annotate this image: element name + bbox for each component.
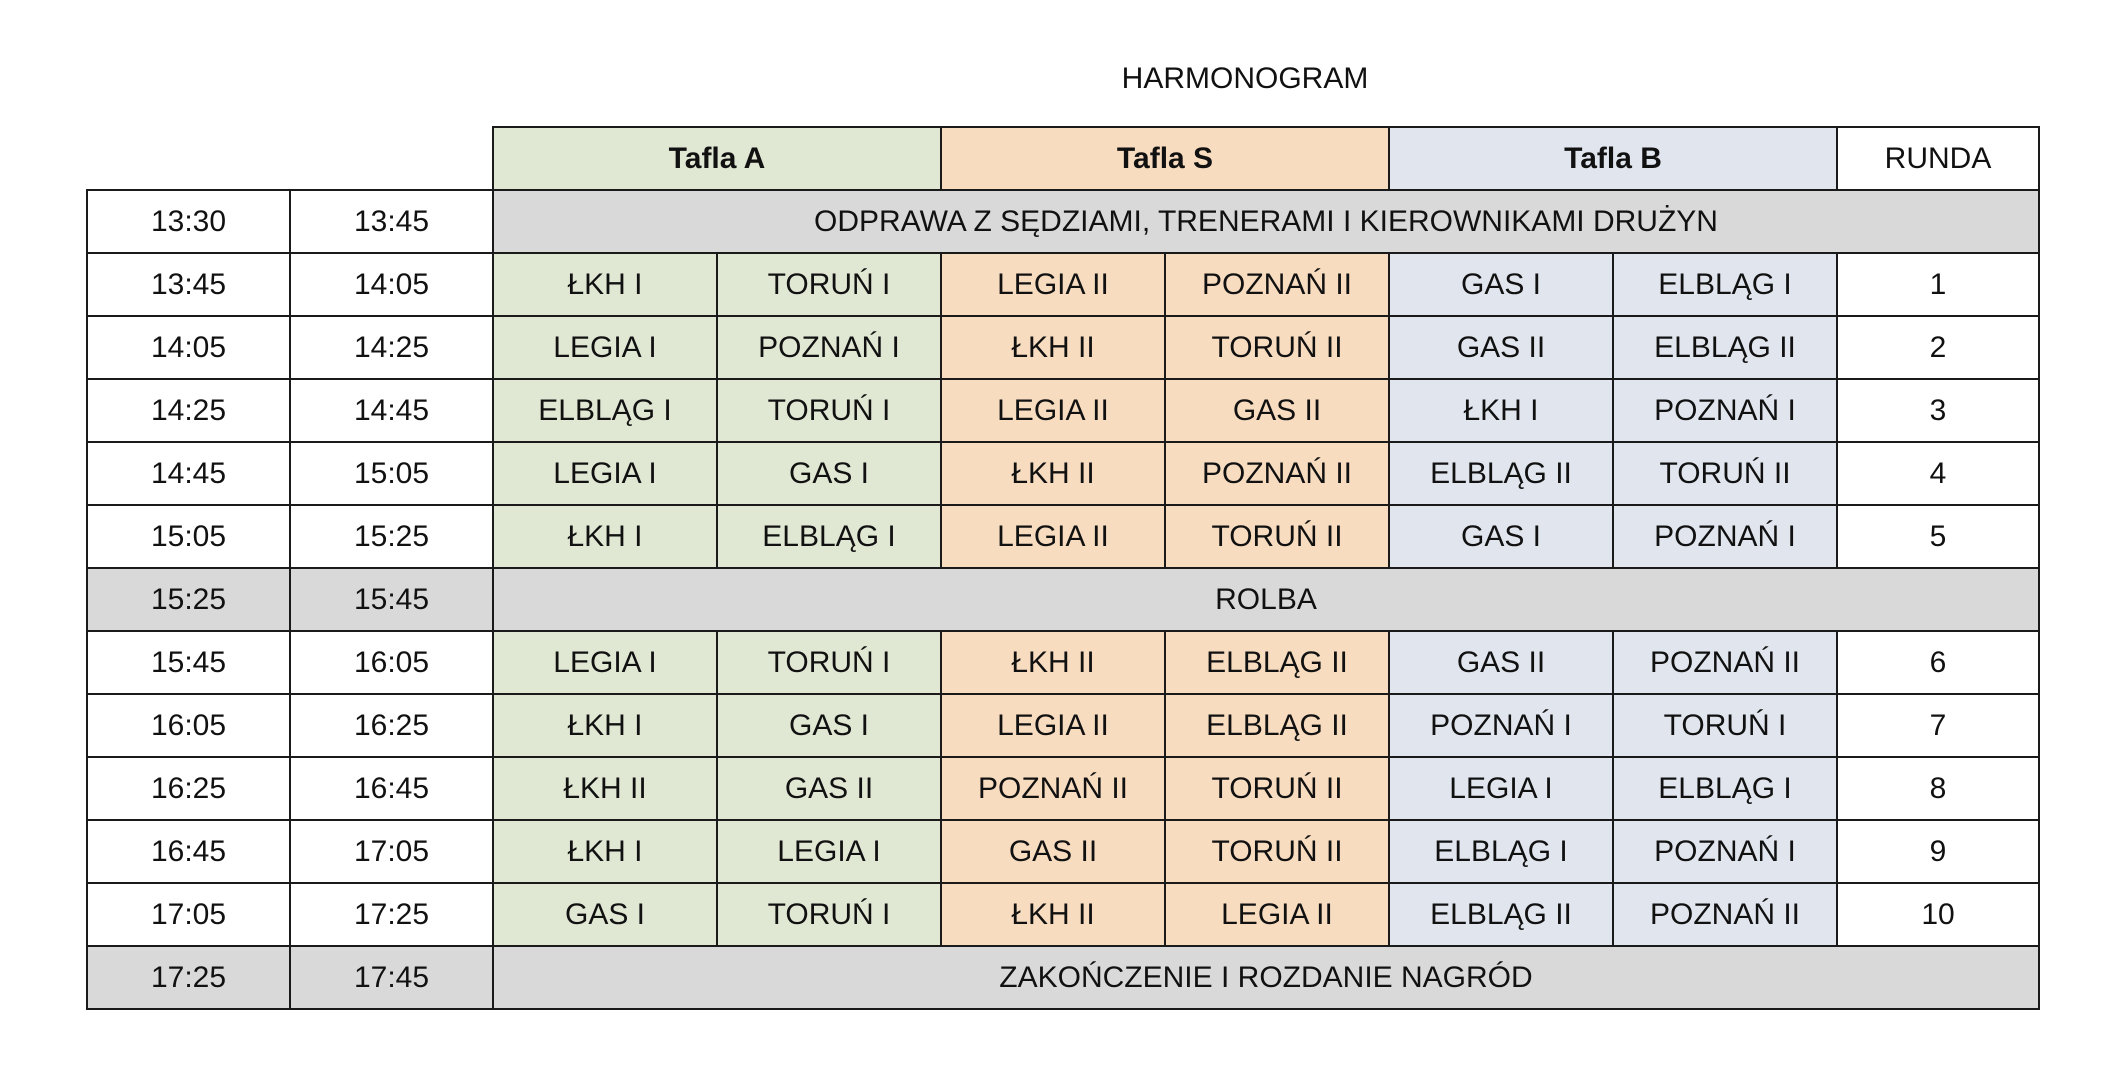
tafla-b-team-2: POZNAŃ I: [1613, 820, 1837, 883]
start-time: 16:25: [87, 757, 290, 820]
tafla-s-team-2: POZNAŃ II: [1165, 253, 1389, 316]
tafla-b-team-1: ELBLĄG II: [1389, 883, 1613, 946]
tafla-b-team-2: TORUŃ II: [1613, 442, 1837, 505]
match-row: [87, 757, 2039, 820]
tafla-s-team-1: LEGIA II: [941, 379, 1165, 442]
tafla-a-team-1: LEGIA I: [493, 316, 717, 379]
tafla-a-team-2: TORUŃ I: [717, 253, 941, 316]
tafla-b-team-1: ŁKH I: [1389, 379, 1613, 442]
end-time: 16:25: [290, 694, 493, 757]
tafla-a-team-1: ŁKH I: [493, 820, 717, 883]
tafla-a-team-2: ELBLĄG I: [717, 505, 941, 568]
tafla-s-team-1: ŁKH II: [941, 631, 1165, 694]
match-row: [87, 379, 2039, 442]
start-time: 13:45: [87, 253, 290, 316]
tafla-a-team-2: GAS I: [717, 442, 941, 505]
tafla-b-team-1: POZNAŃ I: [1389, 694, 1613, 757]
tafla-a-team-1: ŁKH I: [493, 505, 717, 568]
event-row: [87, 946, 2039, 1009]
tafla-b-team-2: POZNAŃ II: [1613, 631, 1837, 694]
round-number: 10: [1837, 883, 2039, 946]
end-time: 17:25: [290, 883, 493, 946]
start-time: 15:45: [87, 631, 290, 694]
match-row: [87, 442, 2039, 505]
end-time: 16:45: [290, 757, 493, 820]
tafla-s-team-2: TORUŃ II: [1165, 757, 1389, 820]
tafla-s-team-1: LEGIA II: [941, 253, 1165, 316]
end-time: 15:25: [290, 505, 493, 568]
tafla-b-team-2: POZNAŃ I: [1613, 379, 1837, 442]
match-row: [87, 631, 2039, 694]
tafla-a-team-2: POZNAŃ I: [717, 316, 941, 379]
tafla-b-team-1: ELBLĄG II: [1389, 442, 1613, 505]
start-time: 15:25: [87, 568, 290, 631]
start-time: 16:05: [87, 694, 290, 757]
round-number: 6: [1837, 631, 2039, 694]
header-runda: RUNDA: [1837, 127, 2039, 190]
tafla-s-team-1: LEGIA II: [941, 694, 1165, 757]
page-title: HARMONOGRAM: [1121, 62, 1369, 95]
tafla-s-team-2: GAS II: [1165, 379, 1389, 442]
tafla-s-team-1: ŁKH II: [941, 316, 1165, 379]
tafla-s-team-1: ŁKH II: [941, 883, 1165, 946]
tafla-a-team-1: ŁKH I: [493, 253, 717, 316]
round-number: 7: [1837, 694, 2039, 757]
end-time: 16:05: [290, 631, 493, 694]
tafla-a-team-2: TORUŃ I: [717, 883, 941, 946]
end-time: 14:25: [290, 316, 493, 379]
start-time: 13:30: [87, 190, 290, 253]
match-row: [87, 883, 2039, 946]
tafla-b-team-2: POZNAŃ II: [1613, 883, 1837, 946]
round-number: 5: [1837, 505, 2039, 568]
match-row: [87, 253, 2039, 316]
tafla-s-team-1: ŁKH II: [941, 442, 1165, 505]
end-time: 14:05: [290, 253, 493, 316]
event-label: ODPRAWA Z SĘDZIAMI, TRENERAMI I KIEROWNIKAMI DRUŻYN: [493, 190, 2039, 253]
match-row: [87, 316, 2039, 379]
round-number: 3: [1837, 379, 2039, 442]
tafla-a-team-2: GAS I: [717, 694, 941, 757]
start-time: 14:25: [87, 379, 290, 442]
round-number: 8: [1837, 757, 2039, 820]
tafla-b-team-1: ELBLĄG I: [1389, 820, 1613, 883]
round-number: 1: [1837, 253, 2039, 316]
match-row: [87, 505, 2039, 568]
tafla-s-team-1: POZNAŃ II: [941, 757, 1165, 820]
tafla-b-team-1: LEGIA I: [1389, 757, 1613, 820]
end-time: 14:45: [290, 379, 493, 442]
match-row: [87, 820, 2039, 883]
end-time: 13:45: [290, 190, 493, 253]
tafla-b-team-2: TORUŃ I: [1613, 694, 1837, 757]
start-time: 15:05: [87, 505, 290, 568]
event-label: ZAKOŃCZENIE I ROZDANIE NAGRÓD: [493, 946, 2039, 1009]
header-row: [87, 127, 2039, 190]
tafla-b-team-2: ELBLĄG I: [1613, 757, 1837, 820]
end-time: 15:45: [290, 568, 493, 631]
tafla-s-team-2: POZNAŃ II: [1165, 442, 1389, 505]
start-time: 14:45: [87, 442, 290, 505]
tafla-s-team-2: TORUŃ II: [1165, 505, 1389, 568]
header-tafla-a: Tafla A: [493, 127, 941, 190]
match-row: [87, 694, 2039, 757]
tafla-a-team-2: GAS II: [717, 757, 941, 820]
tafla-a-team-2: TORUŃ I: [717, 379, 941, 442]
start-time: 14:05: [87, 316, 290, 379]
tafla-s-team-1: GAS II: [941, 820, 1165, 883]
empty-header-cell: [87, 127, 290, 190]
end-time: 17:45: [290, 946, 493, 1009]
tafla-s-team-2: TORUŃ II: [1165, 316, 1389, 379]
tafla-s-team-2: ELBLĄG II: [1165, 631, 1389, 694]
event-label: ROLBA: [493, 568, 2039, 631]
tafla-s-team-2: TORUŃ II: [1165, 820, 1389, 883]
end-time: 15:05: [290, 442, 493, 505]
round-number: 2: [1837, 316, 2039, 379]
tafla-b-team-1: GAS II: [1389, 316, 1613, 379]
tafla-b-team-2: POZNAŃ I: [1613, 505, 1837, 568]
tafla-s-team-2: ELBLĄG II: [1165, 694, 1389, 757]
header-tafla-b: Tafla B: [1389, 127, 1837, 190]
tafla-b-team-2: ELBLĄG I: [1613, 253, 1837, 316]
start-time: 17:05: [87, 883, 290, 946]
event-row: [87, 190, 2039, 253]
empty-header-cell: [290, 127, 493, 190]
tafla-s-team-1: LEGIA II: [941, 505, 1165, 568]
tafla-s-team-2: LEGIA II: [1165, 883, 1389, 946]
tafla-a-team-1: LEGIA I: [493, 631, 717, 694]
tafla-a-team-1: ŁKH II: [493, 757, 717, 820]
tafla-a-team-1: ŁKH I: [493, 694, 717, 757]
start-time: 17:25: [87, 946, 290, 1009]
tafla-b-team-2: ELBLĄG II: [1613, 316, 1837, 379]
header-tafla-s: Tafla S: [941, 127, 1389, 190]
event-row: [87, 568, 2039, 631]
round-number: 4: [1837, 442, 2039, 505]
tafla-a-team-1: ELBLĄG I: [493, 379, 717, 442]
tafla-b-team-1: GAS I: [1389, 253, 1613, 316]
tafla-b-team-1: GAS II: [1389, 631, 1613, 694]
schedule-table: [86, 126, 2040, 1010]
end-time: 17:05: [290, 820, 493, 883]
tafla-a-team-2: TORUŃ I: [717, 631, 941, 694]
tafla-a-team-2: LEGIA I: [717, 820, 941, 883]
tafla-a-team-1: LEGIA I: [493, 442, 717, 505]
start-time: 16:45: [87, 820, 290, 883]
tafla-b-team-1: GAS I: [1389, 505, 1613, 568]
tafla-a-team-1: GAS I: [493, 883, 717, 946]
round-number: 9: [1837, 820, 2039, 883]
